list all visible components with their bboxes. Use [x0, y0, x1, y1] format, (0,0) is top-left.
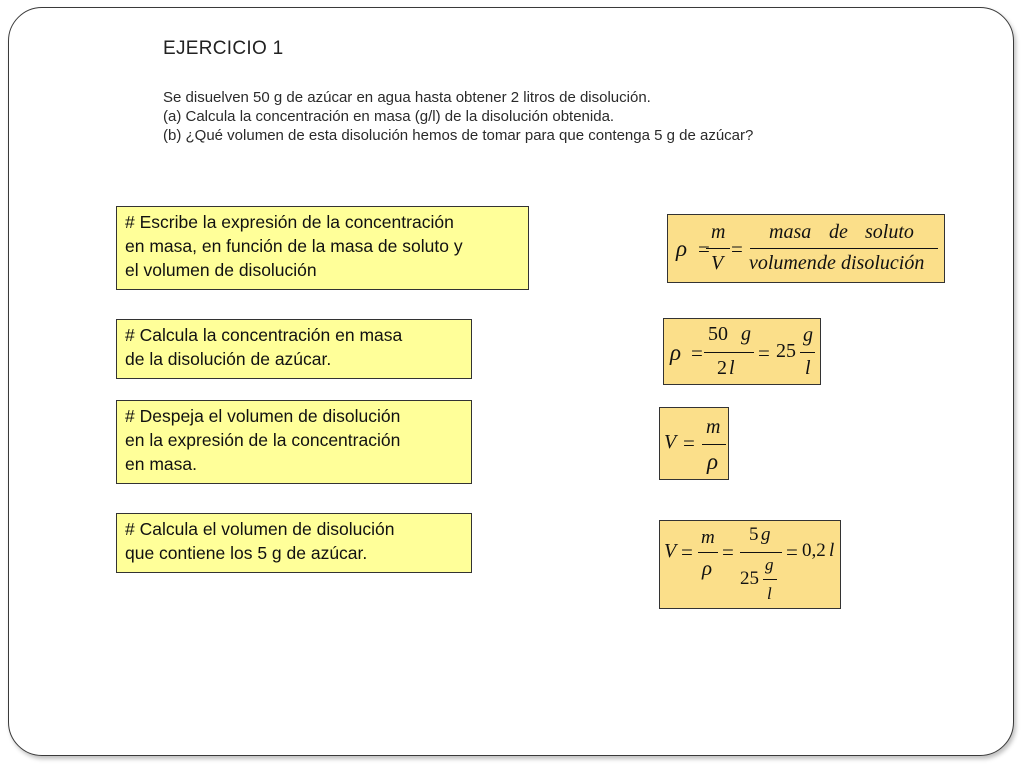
f2-res-den: l: [805, 357, 811, 379]
f4-result: 0,2: [802, 540, 826, 561]
f4-result-unit: l: [829, 540, 835, 561]
step-3-line-3: en masa.: [125, 454, 197, 474]
problem-line-1: Se disuelven 50 g de azúcar en agua hasta obtener 2 litros de disolución.: [163, 89, 651, 106]
f3-bar: [702, 444, 726, 445]
f4-den-frac-den: l: [767, 584, 772, 603]
step-3-line-2: en la expresión de la concentración: [125, 430, 401, 450]
f4-num: 5: [749, 524, 759, 545]
f1-eq: =: [698, 237, 710, 261]
f1-m: m: [711, 221, 726, 243]
f4-m: m: [701, 527, 715, 548]
step-3-line-1: # Despeja el volumen de disolución: [125, 406, 401, 426]
f1-rho: ρ: [676, 236, 688, 261]
problem-statement: [163, 88, 753, 145]
f4-den: 25: [740, 568, 759, 589]
f4-rho: ρ: [702, 556, 713, 580]
f2-res-num: g: [803, 324, 813, 346]
f1-bar-2: [750, 248, 938, 249]
formula-concentration-definition: [667, 214, 945, 283]
f1-num-word-3: soluto: [865, 221, 914, 243]
step-1-line-2: en masa, en función de la masa de soluto y: [125, 236, 463, 256]
step-4-line-1: # Calcula el volumen de disolución: [125, 519, 395, 539]
f3-rho: ρ: [707, 449, 719, 474]
f4-num-unit: g: [761, 524, 771, 545]
f4-bar-1: [698, 552, 718, 553]
f1-den-word-1: volumen: [749, 252, 817, 274]
slide-title: EJERCICIO 1: [163, 38, 284, 59]
formula-volume-value: [659, 520, 841, 609]
step-2-line-2: de la disolución de azúcar.: [125, 349, 332, 369]
f1-num-word-2: de: [829, 221, 848, 243]
formula-volume-solved: [659, 407, 729, 480]
f3-eq: =: [683, 431, 695, 455]
formula-concentration-value: [663, 318, 821, 385]
step-box-2: [116, 319, 472, 379]
f2-den-unit: l: [729, 357, 735, 379]
f1-bar-1: [706, 248, 730, 249]
f4-eq: =: [681, 540, 693, 564]
f4-V: V: [664, 540, 677, 562]
problem-line-2: (a) Calcula la concentración en masa (g/l) de la disolución obtenida.: [163, 108, 615, 125]
step-4-line-2: que contiene los 5 g de azúcar.: [125, 543, 368, 563]
f1-den-word-2: de: [817, 252, 836, 274]
f2-eq2: =: [758, 341, 770, 365]
step-2-line-1: # Calcula la concentración en masa: [125, 325, 403, 345]
problem-line-3: (b) ¿Qué volumen de esta disolución hemos de tomar para que contenga 5 g de azúcar?: [163, 127, 754, 144]
f2-den: 2: [717, 357, 727, 379]
f2-bar-2: [800, 352, 815, 353]
f1-num-word-1: masa: [769, 221, 812, 243]
f4-bar-2: [740, 552, 782, 553]
f2-num: 50: [708, 323, 728, 345]
f4-den-frac-num: g: [765, 555, 774, 574]
f4-eq3: =: [786, 540, 798, 564]
f1-V: V: [711, 252, 724, 274]
step-box-1: [116, 206, 529, 290]
step-1-line-1: # Escribe la expresión de la concentración: [125, 212, 454, 232]
f2-eq: =: [691, 341, 703, 365]
f2-num-unit: g: [741, 323, 751, 345]
f4-eq2: =: [722, 540, 734, 564]
f3-V: V: [664, 431, 677, 453]
f1-eq2: =: [731, 237, 743, 261]
step-box-4: [116, 513, 472, 573]
f4-bar-3: [763, 579, 777, 580]
f2-rho: ρ: [670, 340, 682, 365]
f3-m: m: [706, 416, 721, 438]
f2-result: 25: [776, 340, 796, 362]
step-1-line-3: el volumen de disolución: [125, 260, 317, 280]
f1-den-word-3: disolución: [841, 252, 925, 274]
step-box-3: [116, 400, 472, 484]
f2-bar-1: [704, 352, 754, 353]
